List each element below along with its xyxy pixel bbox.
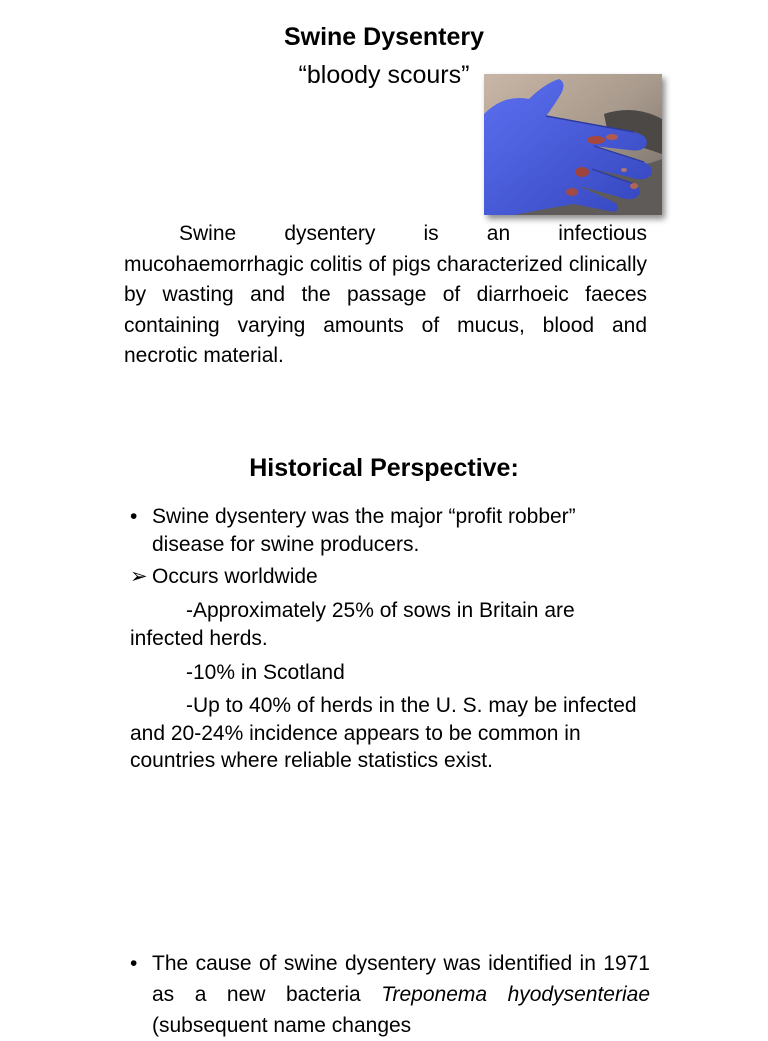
bullet-text (152, 948, 650, 1041)
document-title: Swine Dysentery (283, 23, 485, 51)
species-name: Treponema hyodysenteriae (381, 983, 651, 1006)
intro-text: Swine dysentery is an infectious mucohaemorrhagic colitis of pigs characterized clinically by wasting and the passage of diarrhoeic faeces containing varying amounts of mucus, blood and necrotic material. (124, 222, 647, 367)
gloved-hand-photo (484, 74, 662, 215)
intro-paragraph (124, 219, 647, 372)
arrow-text: Occurs worldwide (152, 565, 318, 588)
arrow-marker: ➢ (130, 565, 148, 588)
sub-item-us (130, 692, 650, 775)
bullet-text-start: The cause of swine dysentery was identified in 1971 as a new bacteria (152, 952, 650, 1006)
bullet-marker: • (130, 505, 138, 528)
section-heading: Historical Perspective: (249, 454, 519, 482)
arrow-item (130, 563, 318, 591)
bullet-item-cause (130, 948, 650, 1041)
sub-item-britain (130, 597, 650, 652)
gloved-hand-illustration (484, 74, 662, 215)
bullet-marker: • (130, 952, 138, 975)
bullet-item (130, 503, 650, 558)
sub-item-scotland (130, 659, 650, 687)
bullet-text-end: (subsequent name changes (152, 1014, 412, 1037)
sub-item-text: -Approximately 25% of sows in Britain are infected herds. (130, 599, 575, 650)
sub-item-text: -10% in Scotland (186, 661, 345, 684)
document-subtitle: “bloody scours” (298, 61, 470, 89)
sub-item-text: -Up to 40% of herds in the U. S. may be infected and 20-24% incidence appears to be common in countries where reliable statistics exist. (130, 694, 637, 772)
bullet-text: Swine dysentery was the major “profit robber” disease for swine producers. (152, 505, 576, 556)
